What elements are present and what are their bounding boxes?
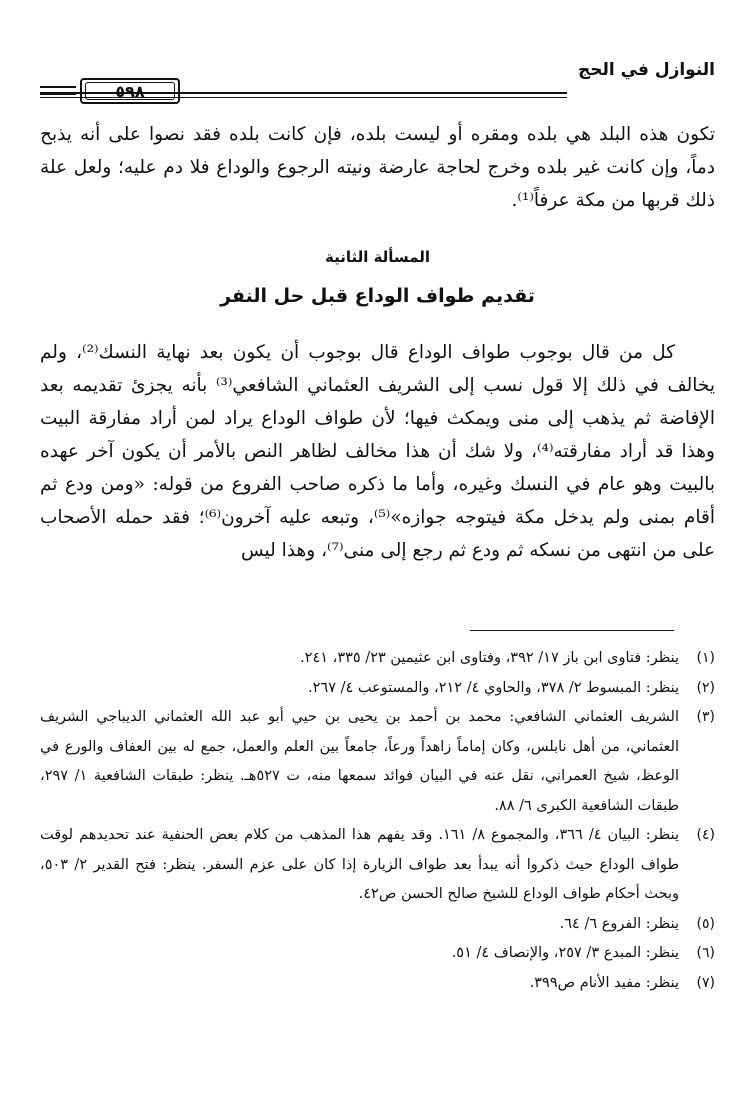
footnote-item [40, 969, 715, 999]
footnote-number: (٥) [696, 915, 715, 932]
intro-paragraph: تكون هذه البلد هي بلده ومقره أو ليست بلده، فإن كانت بلده فقد نصوا على أنه يذبح دماً، وإن كانت غير بلده وخرج لحاجة عارضة ونيته الرجوع والوداع فلا دم عليه؛ ولعل علة ذلك قربها من مكة عرفاً⁽¹⁾. [40, 124, 715, 211]
main-block [40, 336, 715, 567]
footnote-item [40, 644, 715, 674]
footnote-text: ينظر: المبسوط ٢/ ٣٧٨، والحاوي ٤/ ٢١٢، والمستوعب ٤/ ٢٦٧. [308, 679, 679, 696]
header-rule-left-lower [40, 93, 76, 95]
footnote-item [40, 910, 715, 940]
page-number-frame [80, 78, 180, 104]
footnote-text: ينظر: مفيد الأنام ص٣٩٩. [529, 974, 679, 991]
main-paragraph: كل من قال بوجوب طواف الوداع قال بوجوب أن يكون بعد نهاية النسك⁽²⁾، ولم يخالف في ذلك إلا قول نسب إلى الشريف العثماني الشافعي⁽³⁾ بأنه يجزئ تقديمه بعد الإفاضة ثم يذهب إلى منى ويمكث فيها؛ لأن طواف الوداع يراد لمن أراد مفارقة البيت وهذا قد أراد مفارقته⁽⁴⁾، ولا شك أن هذا مخالف لظاهر النص بالأمر أن يكون آخر عهده بالبيت وهو عام في النسك وغيره، وأما ما ذكره صاحب الفروع من قوله: «ومن ودع ثم أقام بمنى ولم يدخل مكة فيتوجه جوازه»⁽⁵⁾، وتبعه عليه آخرون⁽⁶⁾؛ فقد حمله الأصحاب على من انتهى من نسكه ثم ودع ثم رجع إلى منى⁽⁷⁾، وهذا ليس [40, 342, 715, 561]
footnote-text: ينظر: الفروع ٦/ ٦٤. [559, 915, 679, 932]
footnote-text: الشريف العثماني الشافعي: محمد بن أحمد بن يحيى بن حيي أبو عبد الله العثماني الديباجي الشريف العثماني، من أهل نابلس، وكان إماماً زاهداً ورعاً، جامعاً بين العلم والعمل، جمع له بين العفاف والورع في الوعظ، شيخ العمراني، نقل عنه في البيان فوائد سمعها منه، ت ٥٢٧هـ. ينظر: طبقات الشافعية ١/ ٢٩٧، طبقات الشافعية الكبرى ٦/ ٨٨. [40, 709, 680, 814]
footnote-number: (٦) [696, 945, 715, 961]
section-label: المسألة الثانية [324, 248, 431, 266]
footnote-separator [470, 630, 674, 631]
footnotes [40, 644, 715, 998]
footnote-number: (٧) [696, 974, 715, 991]
footnote-item [40, 939, 715, 969]
footnote-text: ينظر: المبدع ٣/ ٢٥٧، والإنصاف ٤/ ٥١. [451, 945, 679, 961]
footnote-item [40, 821, 715, 910]
footnote-text: ينظر: البيان ٤/ ٣٦٦، والمجموع ٨/ ١٦١. وقد يفهم هذا المذهب من كلام بعض الحنفية عند تحديدهم لوقت طواف الوداع حيث ذكروا أنه يبدأ بعد طواف الزيارة إذا كان على عزم السفر. ينظر: فتح القدير ٢/ ٥٠٣، وبحث أحكام طواف الوداع للشيخ صالح الحسن ص٤٢. [40, 827, 680, 902]
footnote-number: (٢) [696, 679, 715, 696]
page-number: ٥٩٨ [115, 82, 145, 101]
footnote-number: (١) [696, 650, 715, 666]
footnote-text: ينظر: فتاوى ابن باز ١٧/ ٣٩٢، وفتاوى ابن عثيمين ٢٣/ ٣٣٥، ٢٤١. [300, 650, 679, 666]
footnote-item [40, 674, 715, 704]
footnote-number: (٤) [696, 827, 715, 843]
footnote-item [40, 703, 715, 821]
footnote-number: (٣) [696, 709, 715, 725]
intro-block [40, 118, 715, 217]
running-title: النوازل في الحج [577, 60, 715, 80]
header-rule-left [40, 86, 76, 88]
section-title: تقديم طواف الوداع قبل حل النفر [220, 285, 535, 307]
